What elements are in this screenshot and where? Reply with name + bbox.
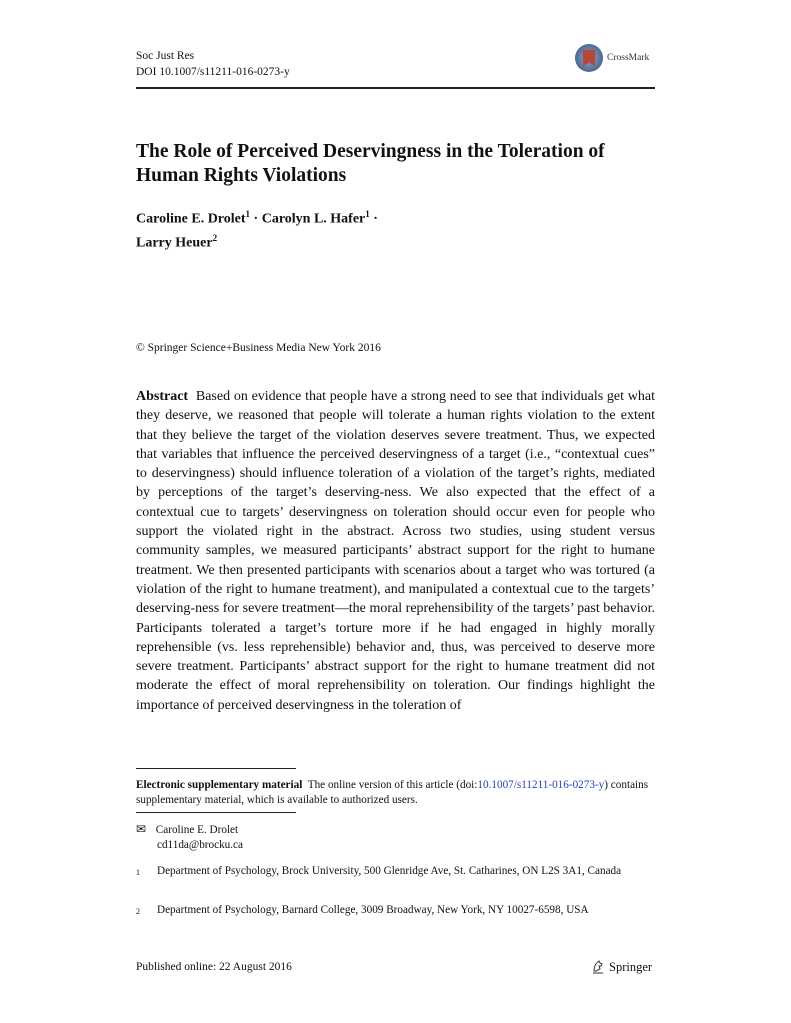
publisher-name: Springer [609,959,653,974]
author-list [136,205,378,252]
abstract [136,387,655,715]
affiliation-number: 2 [136,907,140,916]
corresponding-author [136,822,243,853]
affiliation-number: 1 [136,868,140,877]
supplementary-note [136,778,666,808]
author-affil-mark: 1 [365,209,370,219]
contact-name: Caroline E. Drolet [155,824,239,836]
crossmark-label: CrossMark [607,53,650,63]
affiliation-2 [136,903,656,919]
affiliation-text: Department of Psychology, Barnard College, 3009 Broadway, New York, NY 10027-6598, USA [157,904,589,916]
journal-name: Soc Just Res [136,50,195,62]
author-name: Carolyn L. Hafer [261,211,366,227]
published-date: Published online: 22 August 2016 [136,961,292,973]
author-affil-mark: 1 [245,209,251,219]
author-separator: · [250,211,262,227]
article-title: The Role of Perceived Deservingness in the Toleration of Human Rights Violations [136,141,605,186]
footnote-rule [136,812,296,813]
publisher-logo [590,959,652,975]
envelope-icon: ✉ [136,822,147,836]
affiliation-1 [136,864,656,880]
author-name: Larry Heuer [136,235,213,251]
author-name: Caroline E. Drolet [136,211,246,227]
author-separator: · [369,211,378,227]
footnote-rule [136,768,296,769]
affiliation-text: Department of Psychology, Brock University, 500 Glenridge Ave, St. Catharines, ON L2S 3A1, Canada [157,865,622,877]
copyright-notice: © Springer Science+Business Media New York 2016 [136,342,381,354]
esm-text-end: ) contains supplementary material, which is available to authorized users. [136,779,649,806]
esm-doi-link[interactable]: 10.1007/s11211-016-0273-y [477,779,605,791]
header-rule [136,87,655,89]
crossmark-badge[interactable] [575,44,649,72]
esm-label: Electronic supplementary material [136,779,303,791]
abstract-label: Abstract [136,389,189,404]
author-affil-mark: 2 [212,232,218,243]
crossmark-icon [575,44,603,72]
springer-horse-icon [590,959,606,975]
running-header [136,48,290,80]
article-doi: DOI 10.1007/s11211-016-0273-y [136,66,290,78]
contact-email[interactable]: cd11da@brocku.ca [157,839,243,851]
esm-text: The online version of this article (doi: [307,779,478,791]
abstract-text: Based on evidence that people have a strong need to see that individuals get what they deserve, we reasoned that people will tolerate a human rights violation to the extent that they believe the target of the violation deserves severe treatment. Thus, we expected that variables that influence the perceived deservingness of a target (i.e., “contextual cues” to deservingness) should influence toleration of a violation of the target’s rights, mediated by perceptions of the target’s deserving-ness. We also expected that the effect of a contextual cue to targets’ deservingness on toleration should occur even for people who support the violated right in the abstract. Across two studies, using student versus community samples, we measured participants’ abstract support for the right to humane treatment. We then presented participants with scenarios about a target who was tortured (a violation of the right to humane treatment), and manipulated a contextual cue to the targets’ deserving-ness for severe treatment—the moral reprehensibility of the targets’ past behavior. Participants tolerated a target’s torture more if he had engaged in highly morally reprehensible (vs. less reprehensible) behavior and, thus, was perceived to deserve more severe treatment. Participants’ abstract support for the right to humane treatment did not moderate the effect of moral reprehensibility on toleration. Our findings highlight the importance of perceived deservingness in the toleration of [136,389,655,713]
